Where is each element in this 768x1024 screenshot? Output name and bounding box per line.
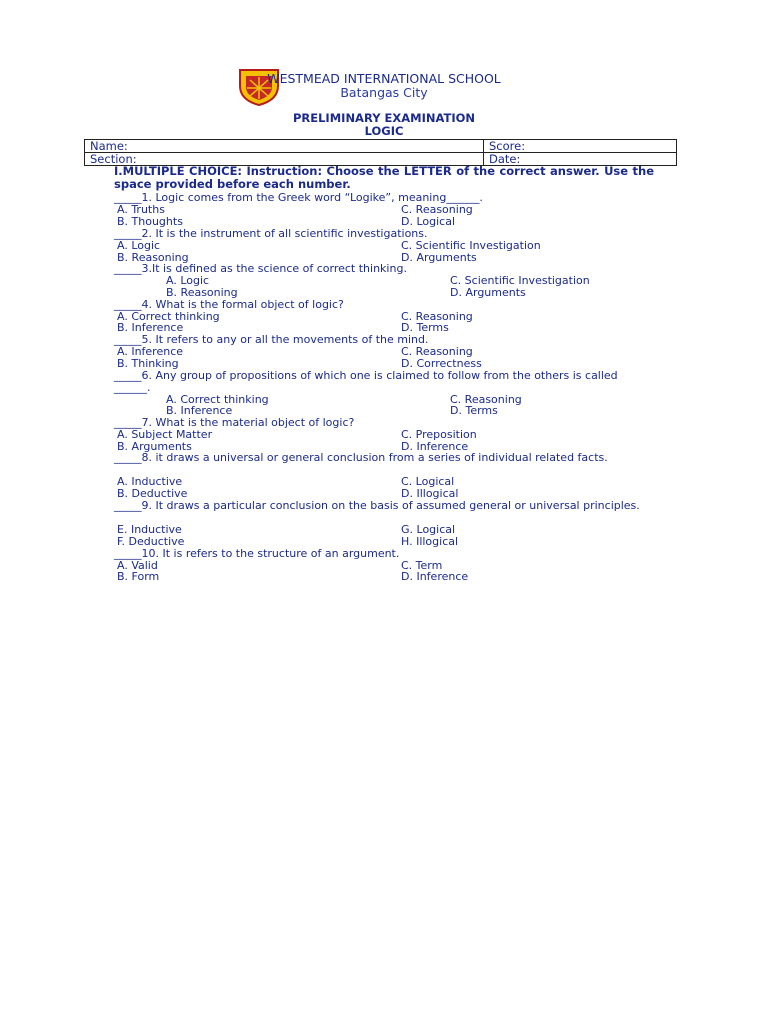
q6-option-d[interactable]: D. Terms — [450, 404, 498, 417]
question-9: _____9. It draws a particular conclusion on the basis of assumed general or universal principles. — [114, 499, 640, 512]
q6-option-a[interactable]: A. Correct thinking — [166, 393, 269, 406]
q5-option-c[interactable]: C. Reasoning — [401, 345, 473, 358]
question-7: _____7. What is the material object of logic? — [114, 416, 355, 429]
q3-option-c[interactable]: C. Scientific Investigation — [450, 274, 590, 287]
question-8: _____8. it draws a universal or general conclusion from a series of individual related facts. — [114, 451, 608, 464]
exam-subject: LOGIC — [364, 124, 404, 138]
q8-option-d[interactable]: D. Illogical — [401, 487, 459, 500]
name-field[interactable]: Name: — [85, 140, 484, 153]
q1-option-a[interactable]: A. Truths — [117, 203, 165, 216]
q4-option-b[interactable]: B. Inference — [117, 321, 184, 334]
question-3: _____3.It is defined as the science of correct thinking. — [114, 262, 407, 275]
score-field[interactable]: Score: — [484, 140, 677, 153]
q3-option-d[interactable]: D. Arguments — [450, 286, 526, 299]
q9-option-f[interactable]: F. Deductive — [117, 535, 185, 548]
student-info-table — [84, 139, 677, 166]
q8-option-a[interactable]: A. Inductive — [117, 475, 183, 488]
q8-option-b[interactable]: B. Deductive — [117, 487, 188, 500]
question-4: _____4. What is the formal object of logic? — [114, 298, 344, 311]
q2-option-d[interactable]: D. Arguments — [401, 251, 477, 264]
q9-option-h[interactable]: H. Illogical — [401, 535, 459, 548]
date-field[interactable]: Date: — [484, 153, 677, 166]
q9-option-e[interactable]: E. Inductive — [117, 523, 182, 536]
instruction-text: I.MULTIPLE CHOICE: Instruction: Choose the LETTER of the correct answer. Use the space provided before each number. — [114, 164, 654, 191]
school-city: Batangas City — [340, 85, 428, 100]
q2-option-b[interactable]: B. Reasoning — [117, 251, 189, 264]
q5-option-b[interactable]: B. Thinking — [117, 357, 179, 370]
q8-option-c[interactable]: C. Logical — [401, 475, 455, 488]
q4-option-c[interactable]: C. Reasoning — [401, 310, 473, 323]
q5-option-d[interactable]: D. Correctness — [401, 357, 482, 370]
exam-title: PRELIMINARY EXAMINATION — [292, 111, 476, 125]
q3-option-a[interactable]: A. Logic — [166, 274, 210, 287]
q2-option-a[interactable]: A. Logic — [117, 239, 161, 252]
q4-option-d[interactable]: D. Terms — [401, 321, 449, 334]
q1-option-d[interactable]: D. Logical — [401, 215, 456, 228]
q1-option-b[interactable]: B. Thoughts — [117, 215, 183, 228]
q3-option-b[interactable]: B. Reasoning — [166, 286, 238, 299]
school-name: WESTMEAD INTERNATIONAL SCHOOL — [267, 71, 501, 86]
q6-option-c[interactable]: C. Reasoning — [450, 393, 522, 406]
q10-option-a[interactable]: A. Valid — [117, 559, 158, 572]
question-5: _____5. It refers to any or all the movements of the mind. — [114, 333, 429, 346]
question-2: _____2. It is the instrument of all scientific investigations. — [114, 227, 428, 240]
q10-option-d[interactable]: D. Inference — [401, 570, 469, 583]
question-10: _____10. It is refers to the structure of an argument. — [114, 547, 400, 560]
q10-option-b[interactable]: B. Form — [117, 570, 160, 583]
q1-option-c[interactable]: C. Reasoning — [401, 203, 473, 216]
q10-option-c[interactable]: C. Term — [401, 559, 443, 572]
q9-option-g[interactable]: G. Logical — [401, 523, 456, 536]
q2-option-c[interactable]: C. Scientific Investigation — [401, 239, 541, 252]
q4-option-a[interactable]: A. Correct thinking — [117, 310, 220, 323]
q7-option-d[interactable]: D. Inference — [401, 440, 469, 453]
q7-option-b[interactable]: B. Arguments — [117, 440, 192, 453]
q7-option-a[interactable]: A. Subject Matter — [117, 428, 213, 441]
q5-option-a[interactable]: A. Inference — [117, 345, 184, 358]
question-6: _____6. Any group of propositions of which one is claimed to follow from the others is called ______. — [114, 369, 618, 394]
section-field[interactable]: Section: — [85, 153, 484, 166]
q7-option-c[interactable]: C. Preposition — [401, 428, 477, 441]
q6-option-b[interactable]: B. Inference — [166, 404, 233, 417]
question-1: _____1. Logic comes from the Greek word “Logike”, meaning______. — [114, 191, 483, 204]
